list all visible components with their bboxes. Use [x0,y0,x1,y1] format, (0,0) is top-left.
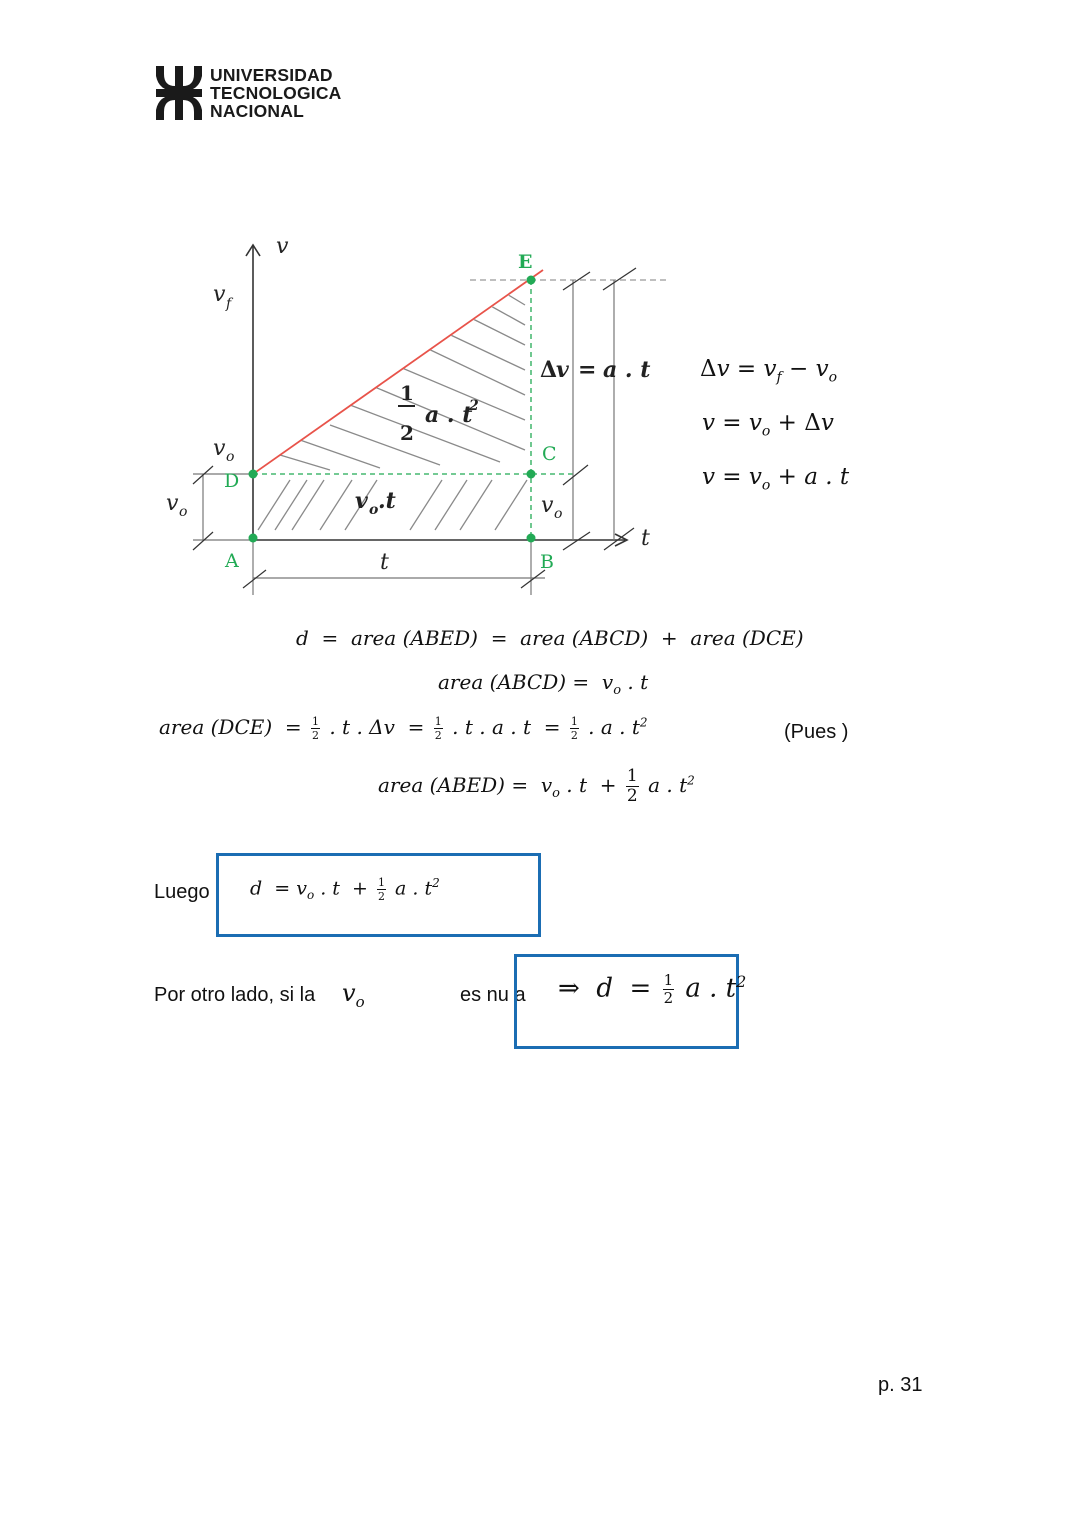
svg-text:o: o [179,504,188,520]
delta-v-label [540,357,650,383]
point-label-a: A [225,550,239,572]
point-c-icon [527,470,536,479]
es-nula-text: es nu a [460,984,526,1006]
svg-text:.t: .t [378,488,396,514]
point-label-c: C [542,443,557,465]
institution-line-3: NACIONAL [210,101,304,121]
pues-note: (Pues ) [784,721,849,743]
equation-distance-area: d = area (ABED) = area (ABCD) + area (DCE) [296,626,804,650]
equation-area-dce: area (DCE) = $\frac{1}{2}$ . t . Δv = $\frac{1}{2}$ . t . a . t = $\frac{1}{2}$ . a . $t^2$ [159,715,648,742]
svg-text:Δ: Δ [540,357,558,383]
point-label-b: B [540,551,554,573]
vo-axis-label [213,436,234,465]
svg-text:v: v [166,491,179,516]
svg-text:=: = [578,357,597,383]
vo-symbol: $v_o$ [342,979,365,1011]
rectangle-area-label [355,488,396,518]
equation-area-abcd: area (ABCD) = $v_o$ . t [438,670,649,698]
vf-label [213,282,234,312]
page-number: p. 31 [878,1374,923,1396]
velocity-slope-line [253,270,543,474]
svg-text:v: v [213,436,226,461]
equation-area-abed: area (ABED) = $v_o$ . t + $\frac{1}{2}$ a . $t^2$ [378,766,695,806]
t-axis-label: t [641,526,650,551]
svg-text:1: 1 [400,381,414,405]
vo-right-label [541,493,562,522]
svg-text:v: v [541,493,554,518]
side-equation-2: $v = v_o + \Delta v$ [702,410,834,440]
svg-text:o: o [554,506,563,522]
velocity-time-diagram [0,0,1080,620]
point-e-icon [527,276,536,285]
t-dimension-label: t [380,550,389,575]
point-d-icon [249,470,258,479]
svg-text:v: v [213,282,226,307]
triangle-area-label [398,381,479,445]
side-equation-1: $\Delta v = v_f - v_o$ [700,356,838,386]
svg-text:2: 2 [400,421,414,445]
svg-text:v: v [556,357,569,383]
svg-text:f: f [226,296,232,312]
point-label-e: E [518,251,533,273]
point-b-icon [527,534,536,543]
institution-line-2: TECNOLOGICA [210,83,342,103]
svg-text:2: 2 [469,398,479,414]
zero-velocity-formula: ⇒ d = $\frac{1}{2}$ a . $t^2$ [558,971,747,1008]
point-a-icon [249,534,258,543]
svg-text:v: v [355,488,368,514]
svg-text:a . t: a . t [603,357,651,383]
point-label-d: D [224,470,240,492]
vo-left-dimension-label [166,491,187,520]
institution-line-1: UNIVERSIDAD [210,65,333,85]
svg-text:o: o [226,449,235,465]
v-axis-label: v [276,234,289,259]
por-otro-lado-text: Por otro lado, si la [154,984,316,1006]
luego-label: Luego [154,881,210,903]
side-equation-3: $v = v_o + a$ . t [702,464,850,494]
svg-text:o: o [369,502,379,518]
svg-text:a . t: a . t [425,402,473,428]
result-formula: $d = v_o$ . t + $\frac{1}{2}$ a . $t^2$ [250,875,440,903]
